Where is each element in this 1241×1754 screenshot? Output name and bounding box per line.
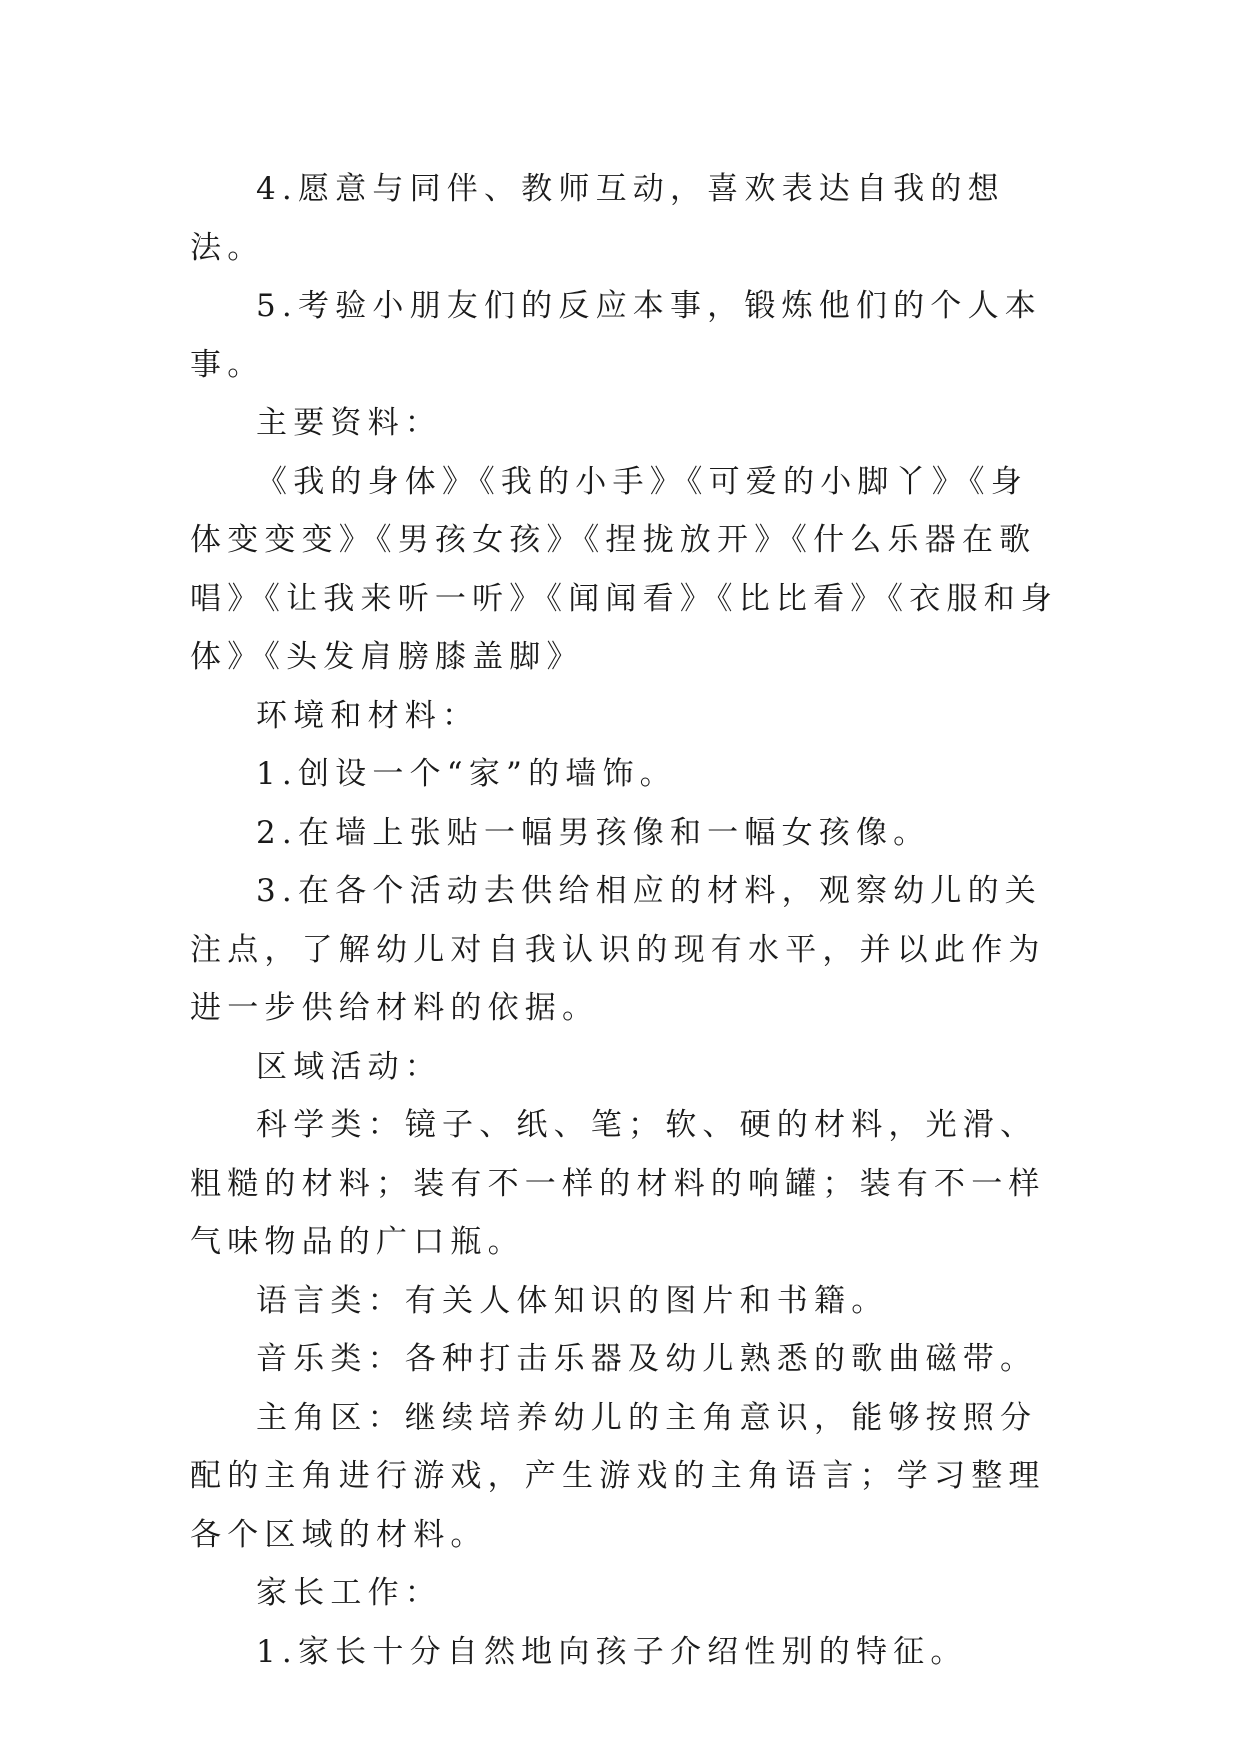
goal-5-paragraph: 5.考验小朋友们的反应本事，锻炼他们的个人本事。 [190, 288, 1042, 383]
role-area-paragraph: 主角区：继续培养幼儿的主角意识，能够按照分配的主角进行游戏，产生游戏的主角语言；学习整理各个区域的材料。 [190, 1399, 1046, 1553]
goal-4-paragraph: 4.愿意与同伴、教师互动，喜欢表达自我的想法。 [190, 171, 1005, 266]
document-page [190, 160, 1060, 1681]
science-area-paragraph: 科学类：镜子、纸、笔；软、硬的材料，光滑、粗糙的材料；装有不一样的材料的响罐；装有不一样气味物品的广口瓶。 [190, 1107, 1046, 1260]
environment-heading: 环境和材料： [256, 697, 480, 734]
area-activities-heading: 区域活动： [256, 1048, 442, 1085]
main-materials-list: 《我的身体》《我的小手》《可爱的小脚丫》《身体变变变》《男孩女孩》《捏拢放开》《什么乐器在歌唱》《让我来听一听》《闻闻看》《比比看》《衣服和身体》《头发肩膀膝盖脚》 [190, 463, 1058, 675]
music-area-paragraph: 音乐类：各种打击乐器及幼儿熟悉的歌曲磁带。 [256, 1341, 1038, 1377]
environment-item-3: 3.在各个活动去供给相应的材料，观察幼儿的关注点，了解幼儿对自我认识的现有水平，并以此作为进一步供给材料的依据。 [190, 873, 1046, 1026]
language-area-paragraph: 语言类：有关人体知识的图片和书籍。 [256, 1282, 889, 1319]
environment-item-2: 2.在墙上张贴一幅男孩像和一幅女孩像。 [256, 814, 931, 851]
parent-work-heading: 家长工作： [256, 1575, 442, 1611]
parent-work-item-1: 1.家长十分自然地向孩子介绍性别的特征。 [256, 1633, 968, 1670]
main-materials-heading: 主要资料： [256, 405, 442, 441]
environment-item-1: 1.创设一个“家”的墙饰。 [256, 756, 677, 792]
